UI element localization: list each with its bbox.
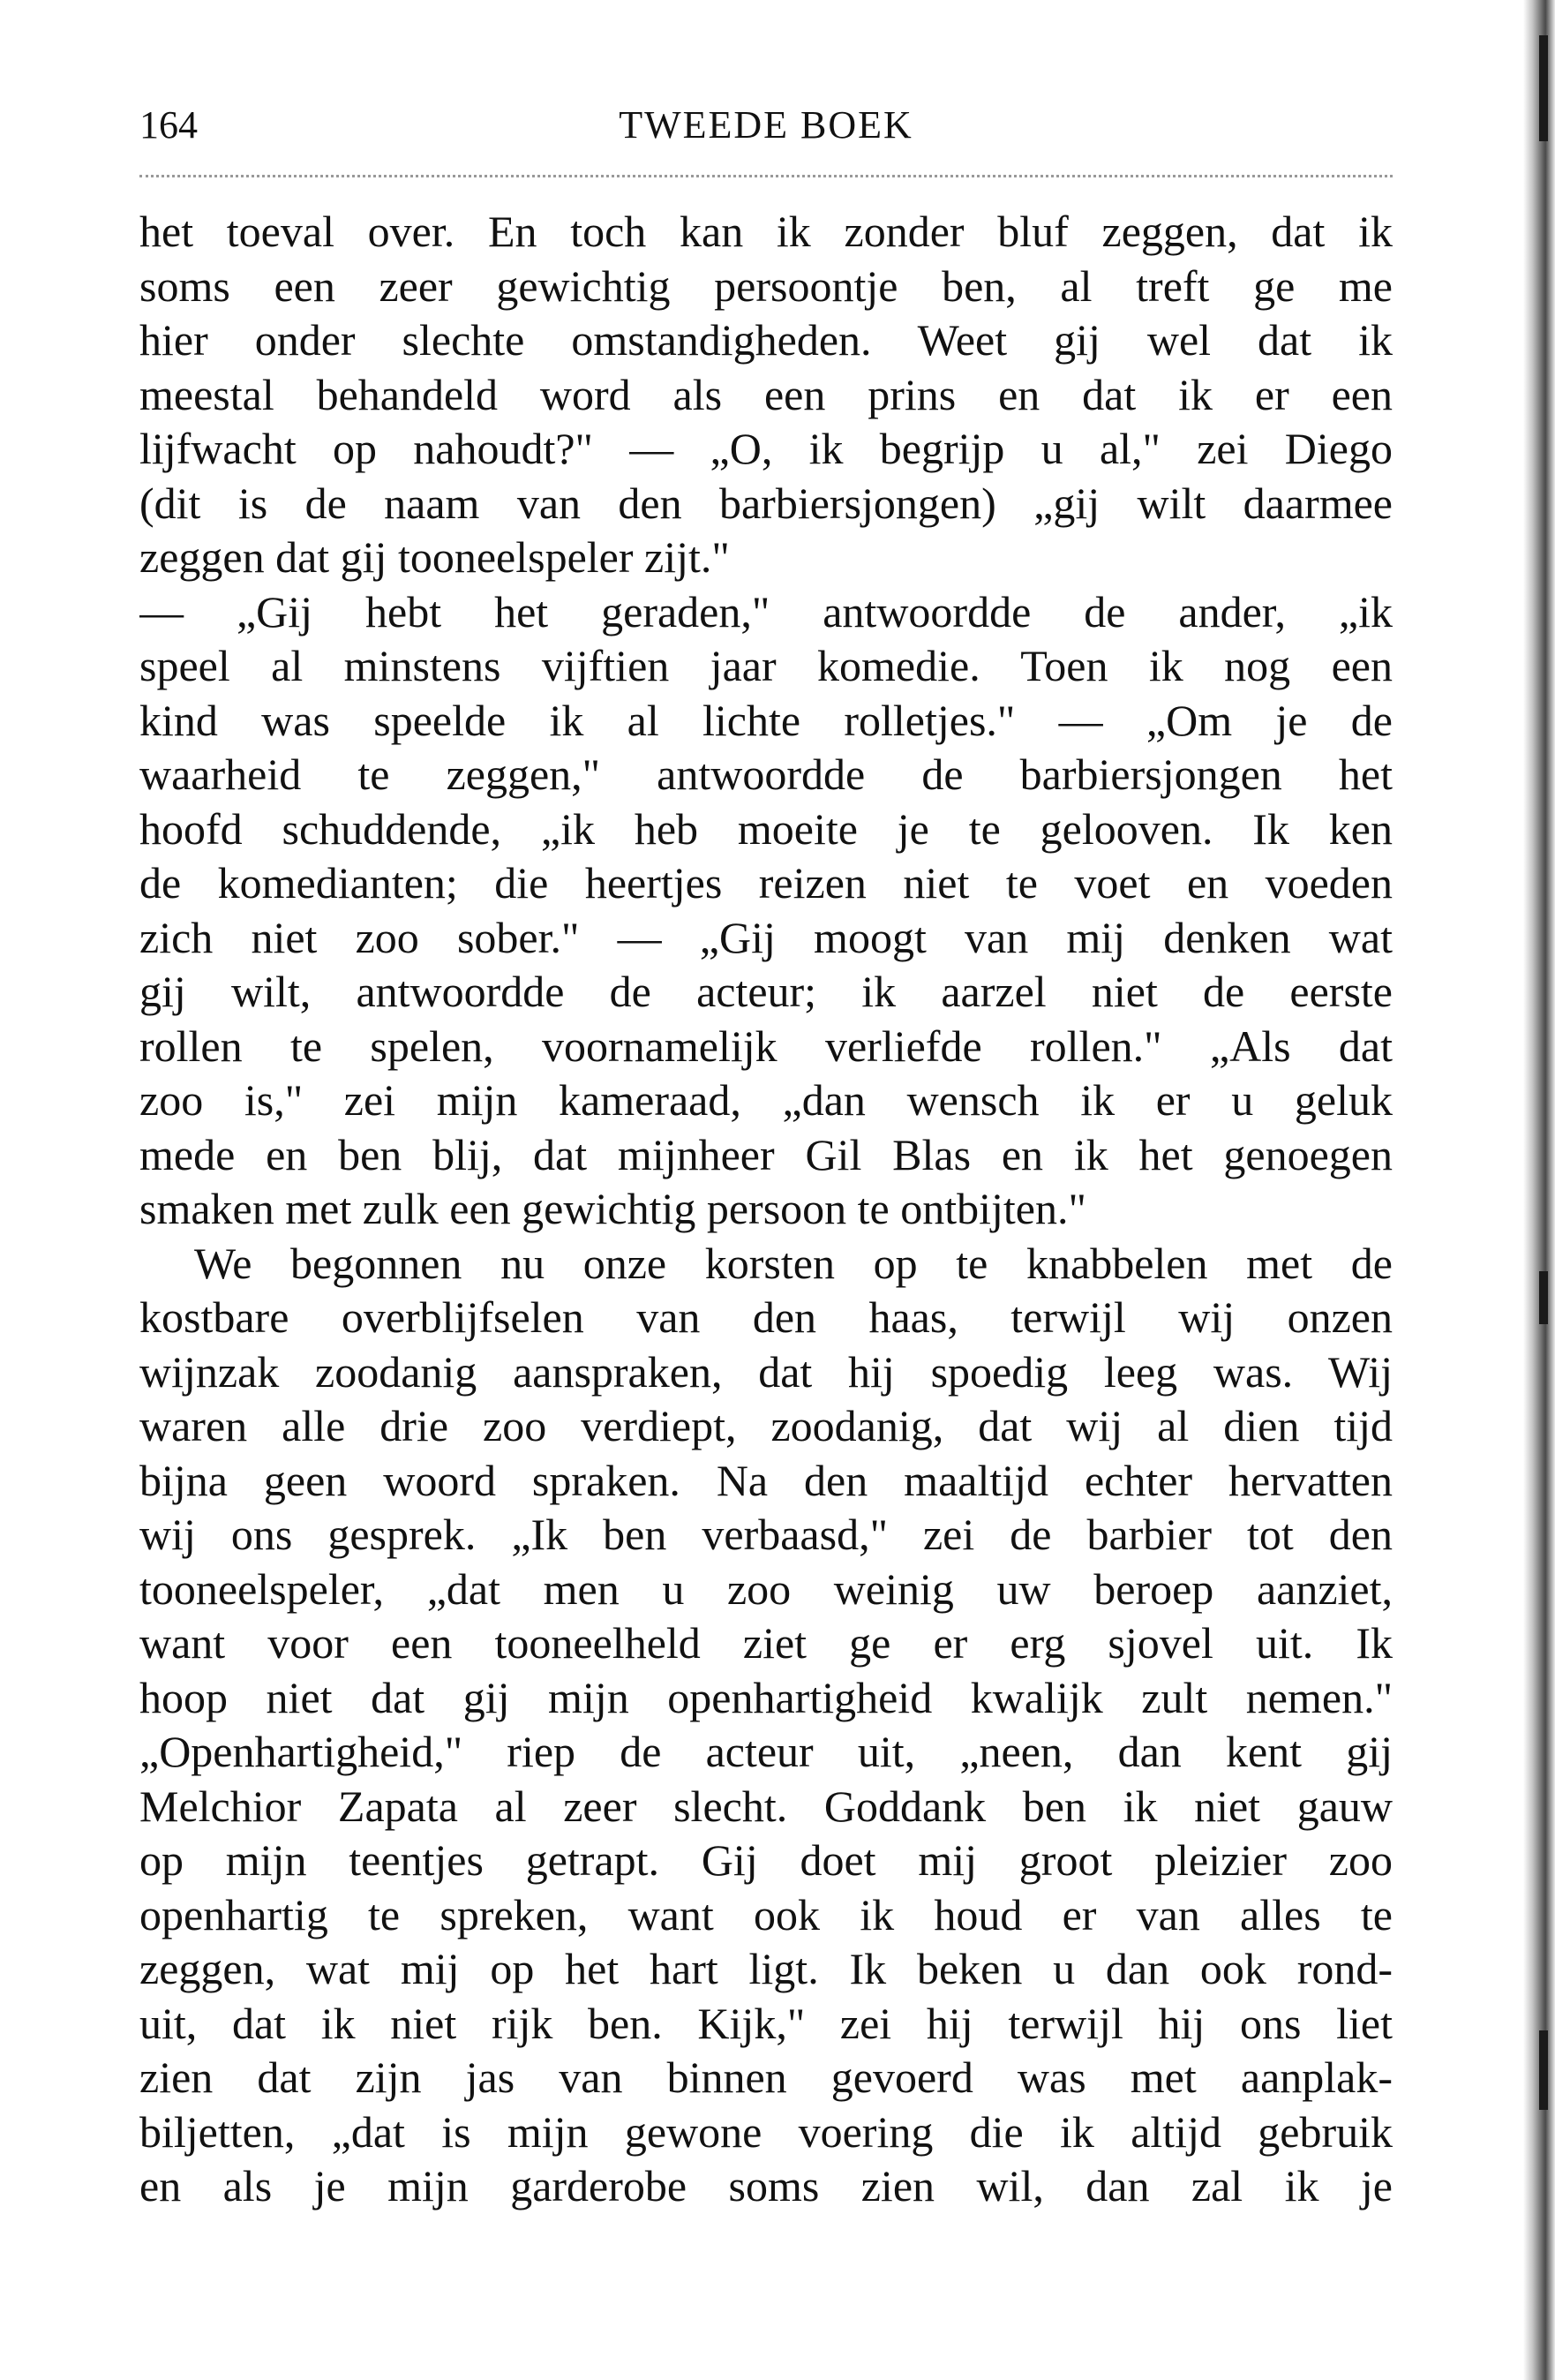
text-line: We begonnen nu onze korsten op te knabbelen met de: [194, 1238, 1393, 1288]
text-line: biljetten, „dat is mijn gewone voering die ik altijd gebruik: [139, 2106, 1393, 2157]
text-line: (dit is de naam van den barbiersjongen) „gij wilt daarmee: [139, 478, 1393, 528]
text-line: zoo is," zei mijn kameraad, „dan wensch ik er u geluk: [139, 1075, 1393, 1125]
text-line: uit, dat ik niet rijk ben. Kijk," zei hij terwijl hij ons liet: [139, 1998, 1393, 2048]
text-line: zich niet zoo sober." — „Gij moogt van mij denken wat: [139, 912, 1393, 962]
text-line: hier onder slechte omstandigheden. Weet gij wel dat ik: [139, 315, 1393, 365]
running-head: TWEEDE BOEK: [619, 103, 913, 147]
page-number: 164: [139, 103, 198, 147]
page-edge-mark: [1539, 2030, 1548, 2110]
text-line: bijna geen woord spraken. Na den maaltijd echter hervatten: [139, 1455, 1393, 1505]
page-edge-shadow: [1523, 0, 1555, 2380]
page-edge-mark: [1539, 1271, 1548, 1324]
text-line: — „Gij hebt het geraden," antwoordde de ander, „ik: [139, 586, 1393, 636]
text-line: Melchior Zapata al zeer slecht. Goddank ben ik niet gauw: [139, 1781, 1393, 1831]
text-line: lijfwacht op nahoudt?" — „O, ik begrijp u al," zei Diego: [139, 424, 1393, 473]
text-line: speel al minstens vijftien jaar komedie. Toen ik nog een: [139, 641, 1393, 690]
text-line: op mijn teentjes getrapt. Gij doet mij groot pleizier zoo: [139, 1835, 1393, 1885]
text-line: kostbare overblijfselen van den haas, terwijl wij onzen: [139, 1292, 1393, 1342]
text-line: „Openhartigheid," riep de acteur uit, „neen, dan kent gij: [139, 1727, 1393, 1776]
text-line: zeggen dat gij tooneelspeler zijt.": [139, 532, 730, 582]
text-line: meestal behandeld word als een prins en dat ik er een: [139, 369, 1393, 419]
text-line: gij wilt, antwoordde de acteur; ik aarzel niet de eerste: [139, 967, 1393, 1016]
text-line: mede en ben blij, dat mijnheer Gil Blas en ik het genoegen: [139, 1129, 1393, 1179]
page-header: [139, 99, 1393, 161]
text-line: wij ons gesprek. „Ik ben verbaasd," zei de barbier tot den: [139, 1510, 1393, 1559]
text-line: openhartig te spreken, want ook ik houd er van alles te: [139, 1889, 1393, 1939]
text-line: de komedianten; die heertjes reizen niet te voet en voeden: [139, 858, 1393, 908]
text-line: zeggen, wat mij op het hart ligt. Ik beken u dan ook rond-: [139, 1944, 1393, 1993]
text-line: waren alle drie zoo verdiept, zoodanig, dat wij al dien tijd: [139, 1401, 1393, 1450]
text-line: rollen te spelen, voornamelijk verliefde rollen." „Als dat: [139, 1021, 1393, 1071]
text-line: hoop niet dat gij mijn openhartigheid kwalijk zult nemen.": [139, 1672, 1393, 1722]
text-line: tooneelspeler, „dat men u zoo weinig uw beroep aanziet,: [139, 1563, 1393, 1614]
header-rule: [139, 175, 1393, 177]
page-edge-mark: [1539, 35, 1548, 141]
text-line: waarheid te zeggen," antwoordde de barbiersjongen het: [139, 749, 1393, 799]
text-line: kind was speelde ik al lichte rolletjes." — „Om je de: [139, 695, 1393, 745]
text-line: smaken met zulk een gewichtig persoon te ontbijten.": [139, 1184, 1086, 1233]
body-text: [139, 205, 1393, 2214]
text-line: zien dat zijn jas van binnen gevoerd was met aanplak-: [139, 2052, 1393, 2102]
text-line: soms een zeer gewichtig persoontje ben, al treft ge me: [139, 260, 1393, 311]
text-line: en als je mijn garderobe soms zien wil, dan zal ik je: [139, 2161, 1393, 2211]
text-line: want voor een tooneelheld ziet ge er erg sjovel uit. Ik: [139, 1618, 1393, 1668]
text-line: het toeval over. En toch kan ik zonder bluf zeggen, dat ik: [139, 207, 1393, 256]
text-line: wijnzak zoodanig aanspraken, dat hij spoedig leeg was. Wij: [139, 1346, 1393, 1397]
text-line: hoofd schuddende, „ik heb moeite je te gelooven. Ik ken: [139, 803, 1393, 854]
